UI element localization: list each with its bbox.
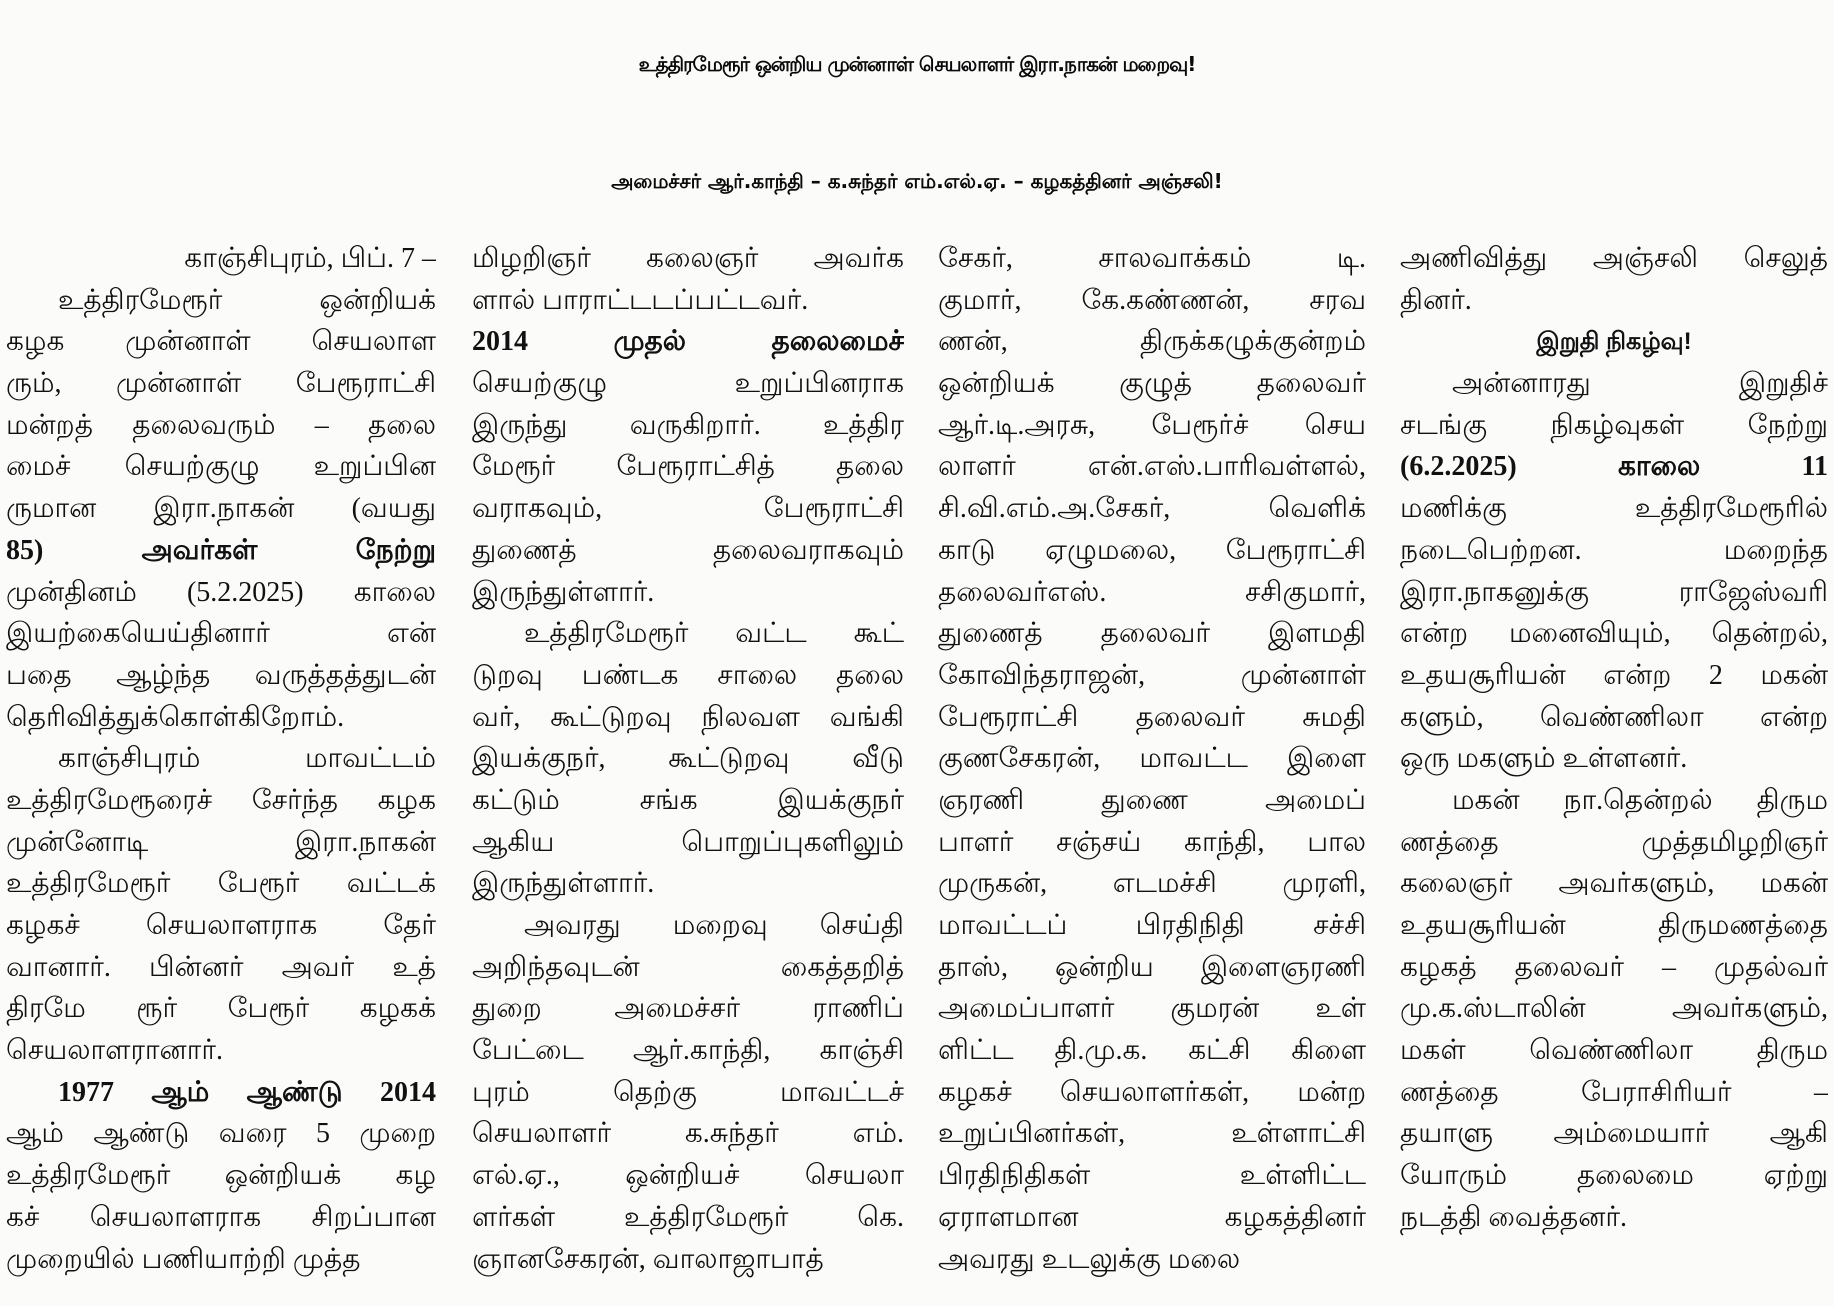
article-line: மகள் வெண்ணிலா திரும xyxy=(1400,1035,1828,1067)
article-line: செயற்குழு உறுப்பினராக xyxy=(472,368,904,400)
article-line: காடு ஏழுமலை, பேரூராட்சி xyxy=(938,534,1366,566)
article-line: யோரும் தலைமை ஏற்று xyxy=(1400,1160,1828,1192)
article-line: காஞ்சிபுரம், பிப். 7 – xyxy=(184,243,436,274)
article-line: பிரதிநிதிகள் உள்ளிட்ட xyxy=(938,1160,1366,1192)
article-line: அறிந்தவுடன் கைத்தறித் xyxy=(472,951,904,983)
article-line: சேகர், சாலவாக்கம் டி. xyxy=(938,243,1366,274)
headline: உத்திரமேரூர் ஒன்றிய முன்னாள் செயலாளர் இரா.நாகன் மறைவு! xyxy=(638,51,1196,76)
article-line: டுறவு பண்டக சாலை தலை xyxy=(472,659,904,691)
article-line: ஆர்.டி.அரசு, பேரூர்ச் செய xyxy=(938,409,1366,441)
article-line: உறுப்பினர்கள், உள்ளாட்சி xyxy=(938,1118,1366,1150)
article-line: இயக்குநர், கூட்டுறவு வீடு xyxy=(472,743,904,775)
article-line: மன்றத் தலைவரும் – தலை xyxy=(6,409,436,441)
article-line: ரும், முன்னாள் பேரூராட்சி xyxy=(6,368,436,400)
article-column-4 xyxy=(1400,238,1828,1302)
article-line: செயலாளர் க.சுந்தர் எம். xyxy=(472,1118,904,1150)
article-line: தினர். xyxy=(1400,284,1472,316)
article-line: கழகத் தலைவர் – முதல்வர் xyxy=(1400,951,1828,983)
article-line: வானார். பின்னர் அவர் உத் xyxy=(6,951,436,983)
article-line: தாஸ், ஒன்றிய இளைஞரணி xyxy=(938,951,1366,983)
article-line: கழகச் செயலாளராக தேர் xyxy=(6,910,436,941)
article-line: குமார், கே.கண்ணன், சரவ xyxy=(938,284,1366,316)
article-line: நடைபெற்றன. மறைந்த xyxy=(1400,534,1828,566)
article-line: 2014 முதல் தலைமைச் xyxy=(472,326,904,358)
article-line: உதயசூரியன் என்ற 2 மகன் xyxy=(1400,659,1828,691)
article-line: முன்னோடி இரா.நாகன் xyxy=(6,826,436,858)
article-line: உத்திரமேரூர் பேரூர் வட்டக் xyxy=(6,868,436,900)
article-line: நடத்தி வைத்தனர். xyxy=(1400,1201,1627,1233)
article-line: மாவட்டப் பிரதிநிதி சச்சி xyxy=(938,910,1366,941)
article-line: கச் செயலாளராக சிறப்பான xyxy=(6,1201,436,1233)
article-line: ஆகிய பொறுப்புகளிலும் xyxy=(472,826,904,858)
article-line: இரா.நாகனுக்கு ராஜேஸ்வரி xyxy=(1400,576,1828,608)
article-line: இருந்துள்ளார். xyxy=(472,868,655,900)
article-column-1 xyxy=(6,238,436,1302)
article-line: சடங்கு நிகழ்வுகள் நேற்று xyxy=(1400,409,1828,441)
article-line: அன்னாரது இறுதிச் xyxy=(1452,368,1828,400)
article-line: அவரது உடலுக்கு மலை xyxy=(938,1243,1241,1275)
article-line: மு.க.ஸ்டாலின் அவர்களும், xyxy=(1400,993,1828,1025)
article-line: உதயசூரியன் திருமணத்தை xyxy=(1400,910,1828,941)
article-line: தெரிவித்துக்கொள்கிறோம். xyxy=(6,701,345,733)
article-line: கோவிந்தராஜன், முன்னாள் xyxy=(938,659,1366,691)
article-line: மகன் நா.தென்றல் திரும xyxy=(1452,784,1828,816)
article-line: துறை அமைச்சர் ராணிப் xyxy=(472,993,904,1025)
article-line: வராகவும், பேரூராட்சி xyxy=(472,493,904,525)
article-line: துணைத் தலைவராகவும் xyxy=(472,534,904,566)
article-column-2 xyxy=(472,238,904,1302)
article-line: வர், கூட்டுறவு நிலவள வங்கி xyxy=(472,701,904,733)
article-line: ஒன்றியக் குழுத் தலைவர் xyxy=(938,368,1366,400)
article-line: உத்திரமேரூரைச் சேர்ந்த கழக xyxy=(6,784,436,816)
article-line: செயலாளரானார். xyxy=(6,1035,223,1067)
article-line: ளால் பாராட்டடப்பட்டவர். xyxy=(472,284,809,316)
article-line: காஞ்சிபுரம் மாவட்டம் xyxy=(58,743,436,775)
article-line: குணசேகரன், மாவட்ட இளை xyxy=(938,743,1366,775)
subheadline: அமைச்சர் ஆர்.காந்தி – க.சுந்தர் எம்.எல்.ஏ. – கழகத்தினர் அஞ்சலி! xyxy=(611,168,1223,193)
article-line: பேட்டை ஆர்.காந்தி, காஞ்சி xyxy=(472,1035,904,1067)
article-line: ணத்தை பேராசிரியர் – xyxy=(1400,1076,1828,1108)
article-line: உத்திரமேரூர் வட்ட கூட் xyxy=(524,618,904,650)
article-line: பதை ஆழ்ந்த வருத்தத்துடன் xyxy=(6,659,436,691)
article-line: ளர்கள் உத்திரமேரூர் கெ. xyxy=(472,1201,904,1233)
article-line: இருந்து வருகிறார். உத்திர xyxy=(472,409,904,441)
article-line: பாளர் சஞ்சய் காந்தி, பால xyxy=(938,826,1366,858)
article-line: அணிவித்து அஞ்சலி செலுத் xyxy=(1400,243,1828,274)
article-line: என்ற மனைவியும், தென்றல், xyxy=(1400,618,1828,650)
article-line: ருமான இரா.நாகன் (வயது xyxy=(6,493,436,525)
article-line: அவரது மறைவு செய்தி xyxy=(524,910,904,941)
article-line: ஒரு மகளும் உள்ளனர். xyxy=(1400,743,1688,775)
article-line: 1977 ஆம் ஆண்டு 2014 xyxy=(58,1076,436,1108)
article-line: உத்திரமேரூர் ஒன்றியக் கழ xyxy=(6,1160,436,1192)
article-line: கழகச் செயலாளர்கள், மன்ற xyxy=(938,1076,1366,1108)
article-body xyxy=(6,238,1828,1302)
article-column-3 xyxy=(938,238,1366,1302)
article-line: அமைப்பாளர் குமரன் உள் xyxy=(938,993,1366,1025)
article-line: எல்.ஏ., ஒன்றியச் செயலா xyxy=(472,1160,904,1192)
article-line: சி.வி.எம்.அ.சேகர், வெளிக் xyxy=(938,493,1366,525)
article-line: ஞானசேகரன், வாலாஜாபாத் xyxy=(472,1243,824,1275)
article-line: லாளர் என்.எஸ்.பாரிவள்ளல், xyxy=(938,451,1366,483)
article-line: இருந்துள்ளார். xyxy=(472,576,655,608)
article-line: முன்தினம் (5.2.2025) காலை xyxy=(6,576,436,608)
article-line: உத்திரமேரூர் ஒன்றியக் xyxy=(58,284,436,316)
article-line: மேரூர் பேரூராட்சித் தலை xyxy=(472,451,904,483)
article-line: தலைவர்எஸ். சசிகுமார், xyxy=(938,576,1366,608)
article-line: முருகன், எடமச்சி முரளி, xyxy=(938,868,1366,900)
article-line: களும், வெண்ணிலா என்ற xyxy=(1400,701,1828,733)
article-line: (6.2.2025) காலை 11 xyxy=(1400,451,1828,483)
article-line: ணத்தை முத்தமிழறிஞர் xyxy=(1400,826,1828,858)
article-line: துணைத் தலைவர் இளமதி xyxy=(938,618,1366,650)
article-line: ஆம் ஆண்டு வரை 5 முறை xyxy=(6,1118,436,1150)
article-line: முறையில் பணியாற்றி முத்த xyxy=(6,1243,361,1275)
article-line: ளிட்ட தி.மு.க. கட்சி கிளை xyxy=(938,1035,1366,1067)
article-line: மிழறிஞர் கலைஞர் அவர்க xyxy=(472,243,904,274)
article-line: கழக முன்னாள் செயலாள xyxy=(6,326,436,358)
article-line: புரம் தெற்கு மாவட்டச் xyxy=(472,1076,904,1108)
article-line: கட்டும் சங்க இயக்குநர் xyxy=(472,784,904,816)
article-line: தயாளு அம்மையார் ஆகி xyxy=(1400,1118,1828,1150)
article-line: 85) அவர்கள் நேற்று xyxy=(6,534,436,566)
article-line: ஏராளமான கழகத்தினர் xyxy=(938,1201,1366,1233)
article-line: கலைஞர் அவர்களும், மகன் xyxy=(1400,868,1828,900)
section-heading: இறுதி நிகழ்வு! xyxy=(1536,328,1692,356)
article-line: மைச் செயற்குழு உறுப்பின xyxy=(6,451,436,483)
article-line: திரமே ரூர் பேரூர் கழகக் xyxy=(6,993,436,1025)
article-line: மணிக்கு உத்திரமேரூரில் xyxy=(1400,493,1828,525)
article-line: பேரூராட்சி தலைவர் சுமதி xyxy=(938,701,1366,733)
article-line: இயற்கையெய்தினார் என் xyxy=(6,618,436,650)
article-line: ஞரணி துணை அமைப் xyxy=(938,784,1366,816)
article-line: ணன், திருக்கழுக்குன்றம் xyxy=(938,326,1366,358)
